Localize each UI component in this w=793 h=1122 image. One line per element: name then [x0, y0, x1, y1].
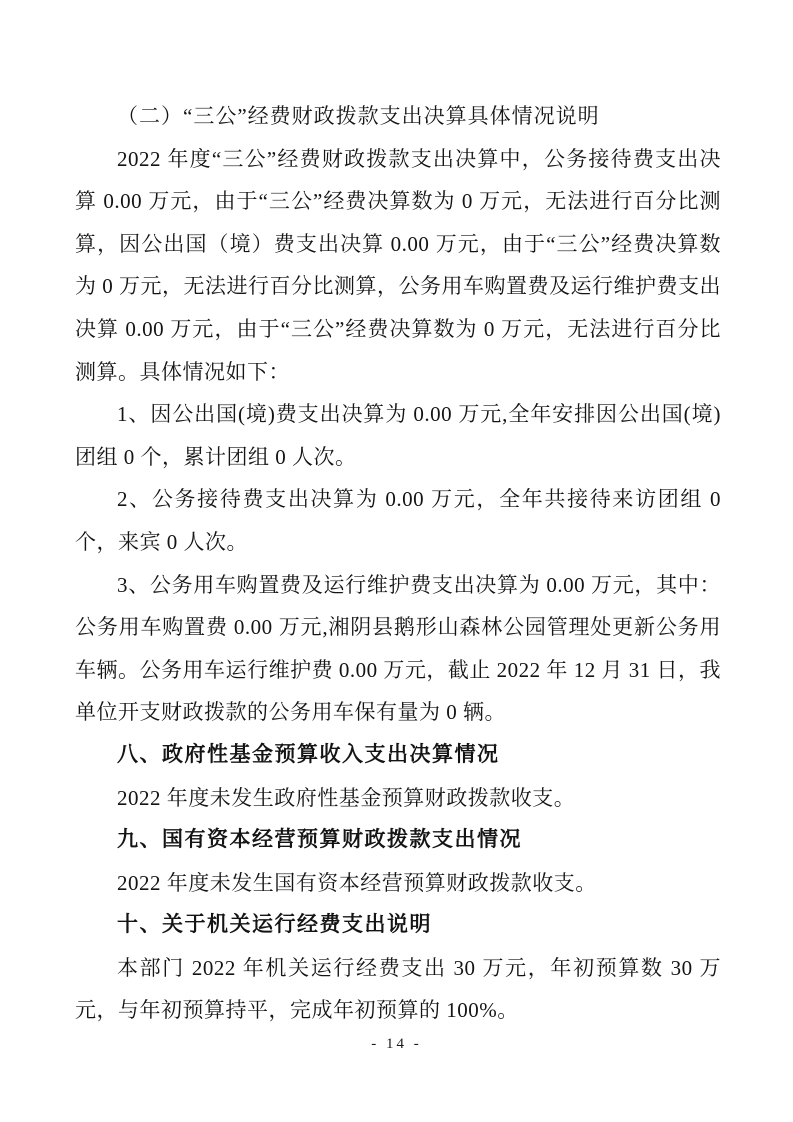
list-item-vehicle-expense: 3、公务用车购置费及运行维护费支出决算为 0.00 万元，其中：公务用车购置费 0.00 万元,湘阴县鹅形山森林公园管理处更新公务用车辆。公务用车运行维护费 0.00 万元，截止 2022 年 12 月 31 日，我单位开支财政拨款的公务用车保有量为 0 辆。	[75, 572, 721, 725]
section-heading-9-state-capital: 九、国有资本经营预算财政拨款支出情况	[117, 828, 522, 852]
paragraph-operating-expense: 本部门 2022 年机关运行经费支出 30 万元，年初预算数 30 万元，与年初预算持平，完成年初预算的 100%。	[75, 955, 721, 1023]
list-item-reception-expense: 2、公务接待费支出决算为 0.00 万元，全年共接待来访团组 0 个，来宾 0 人次。	[75, 487, 721, 554]
paragraph-government-fund: 2022 年度未发生政府性基金预算财政拨款收支。	[117, 785, 576, 810]
section-heading-three-public-detail: （二）“三公”经费财政拨款支出决算具体情况说明	[117, 104, 600, 128]
paragraph-three-public-overview: 2022 年度“三公”经费财政拨款支出决算中，公务接待费支出决算 0.00 万元，由于“三公”经费决算数为 0 万元，无法进行百分比测算，因公出国（境）费支出决算 0.00 万元，由于“三公”经费决算数为 0 万元，无法进行百分比测算，公务用车购置费及运行维护费支出决算 0.00 万元，由于“三公”经费决算数为 0 万元，无法进行百分比测算。具体情况如下：	[75, 146, 721, 384]
page-number: - 14 -	[371, 1036, 422, 1052]
section-heading-8-government-fund: 八、政府性基金预算收入支出决算情况	[117, 742, 500, 766]
section-heading-10-operating-expense: 十、关于机关运行经费支出说明	[117, 913, 432, 937]
paragraph-state-capital: 2022 年度未发生国有资本经营预算财政拨款收支。	[117, 870, 597, 895]
list-item-abroad-expense: 1、因公出国(境)费支出决算为 0.00 万元,全年安排因公出国(境)团组 0 个，累计团组 0 人次。	[75, 402, 721, 469]
document-body	[75, 95, 721, 1032]
